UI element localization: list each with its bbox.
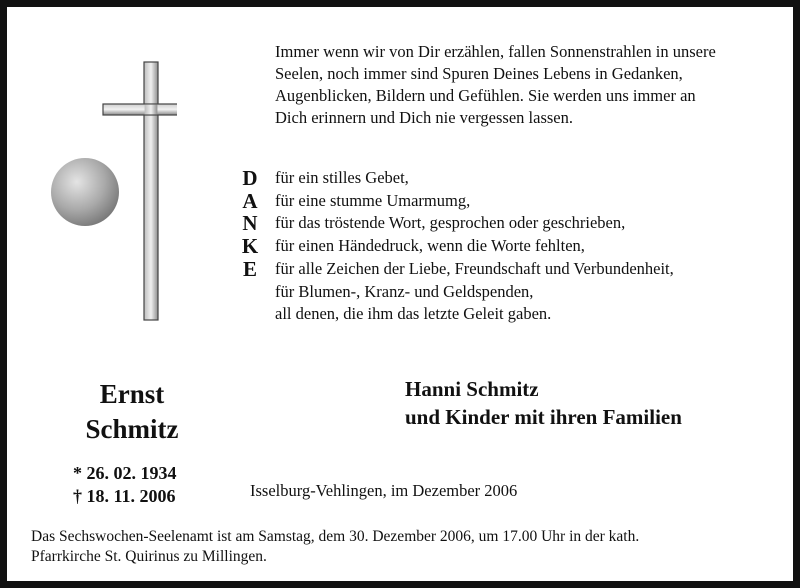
mass-note-line: Das Sechswochen-Seelenamt ist am Samstag, dem 30. Dezember 2006, um 17.00 Uhr in der kath. (31, 528, 640, 545)
danke-line: für eine stumme Umarmumg, (275, 190, 471, 210)
family-line: Hanni Schmitz (405, 377, 539, 401)
deceased-first-name: Ernst (99, 379, 165, 409)
danke-acrostic (235, 167, 265, 280)
death-date: † 18. 11. 2006 (73, 486, 176, 506)
family-line: und Kinder mit ihren Familien (405, 405, 682, 429)
place-date: Isselburg-Vehlingen, im Dezember 2006 (250, 481, 518, 500)
poem-line: Immer wenn wir von Dir erzählen, fallen Sonnenstrahlen in unsere (275, 42, 716, 61)
danke-letter: D (242, 166, 258, 190)
birth-date: * 26. 02. 1934 (73, 463, 177, 483)
mass-note (31, 527, 791, 567)
sphere-icon (51, 158, 119, 226)
family-signature (405, 375, 682, 431)
danke-letter: N (242, 211, 258, 236)
danke-letter: A (242, 188, 258, 213)
mass-note-line: Pfarrkirche St. Quirinus zu Millingen. (31, 548, 267, 565)
danke-line: für einen Händedruck, wenn die Worte fehlten, (275, 236, 585, 256)
danke-lines (275, 167, 795, 326)
danke-line: all denen, die ihm das letzte Geleit gaben. (275, 304, 552, 324)
danke-letter: K (241, 234, 259, 259)
poem-line: Seelen, noch immer sind Spuren Deines Lebens in Gedanken, (275, 64, 683, 83)
poem (275, 41, 785, 129)
poem-line: Augenblicken, Bildern und Gefühlen. Sie werden uns immer an (275, 86, 696, 105)
deceased-last-name: Schmitz (85, 414, 179, 444)
deceased-name (57, 377, 207, 447)
danke-line: für alle Zeichen der Liebe, Freundschaft und Verbundenheit, (275, 258, 674, 278)
danke-line: für Blumen-, Kranz- und Geldspenden, (275, 281, 534, 301)
danke-line: für das tröstende Wort, gesprochen oder geschrieben, (275, 213, 626, 233)
danke-letter: E (242, 256, 257, 281)
danke-line: für ein stilles Gebet, (275, 168, 409, 187)
life-dates (73, 462, 177, 508)
cross-icon (47, 59, 177, 324)
poem-line: Dich erinnern und Dich nie vergessen lassen. (275, 108, 573, 127)
